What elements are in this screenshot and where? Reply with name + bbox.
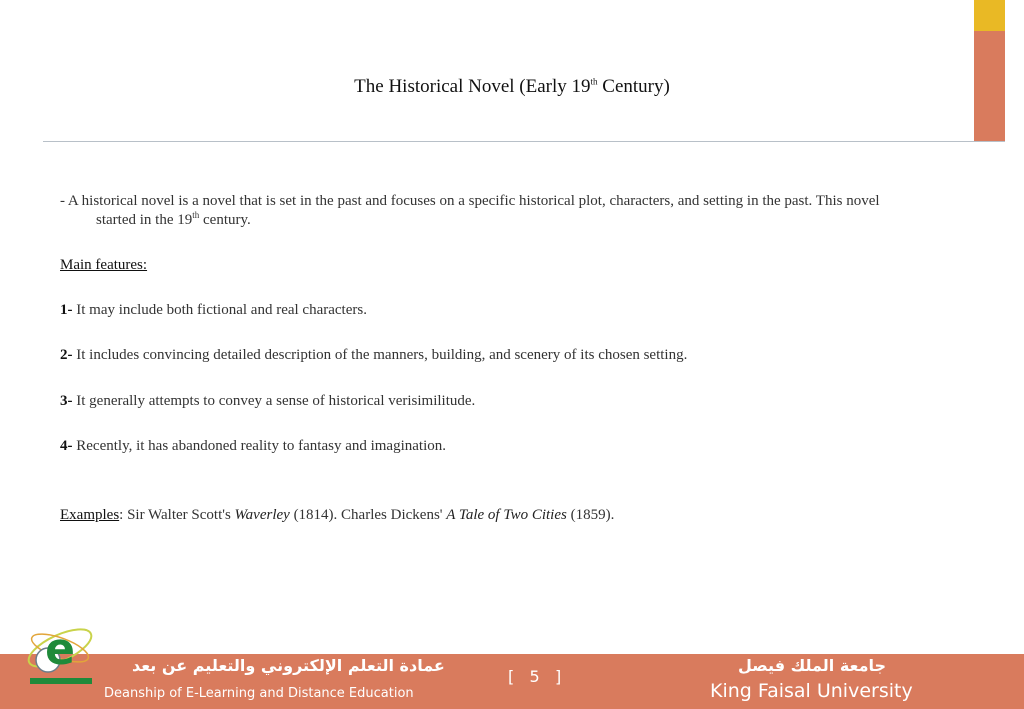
feature-text: It includes convincing detailed description of the manners, building, and scenery of its chosen setting.	[72, 347, 688, 363]
university-name-arabic: جامعة الملك فيصل	[738, 656, 887, 675]
intro-paragraph	[60, 192, 970, 230]
examples-text: : Sir Walter Scott's	[119, 507, 235, 523]
title-superscript: th	[590, 76, 598, 87]
accent-block-yellow	[974, 0, 1005, 31]
page-bracket-close: ]	[554, 667, 562, 686]
feature-item	[60, 347, 687, 364]
intro-superscript: th	[192, 210, 200, 220]
examples-line	[60, 507, 614, 524]
intro-line-2-start: started in the 19	[96, 212, 193, 228]
feature-item	[60, 302, 367, 319]
intro-line-1: - A historical novel is a novel that is set in the past and focuses on a specific historical plot, characters, and setting in the past. This novel	[60, 193, 880, 209]
examples-label: Examples	[60, 507, 120, 523]
examples-text: (1859).	[566, 507, 615, 523]
feature-number: 4-	[60, 438, 73, 454]
svg-text:e: e	[45, 624, 75, 675]
feature-item	[60, 393, 475, 410]
university-name-english: King Faisal University	[710, 680, 913, 702]
feature-text: It may include both fictional and real characters.	[72, 302, 367, 318]
feature-number: 3-	[60, 393, 73, 409]
page-bracket-open: [	[508, 667, 515, 686]
page-number-value: 5	[529, 667, 540, 686]
feature-text: Recently, it has abandoned reality to fantasy and imagination.	[72, 438, 446, 454]
main-features-heading: Main features:	[60, 257, 148, 273]
deanship-name-english: Deanship of E-Learning and Distance Education	[104, 686, 414, 701]
page-title	[0, 76, 1024, 98]
feature-text: It generally attempts to convey a sense of historical verisimilitude.	[72, 393, 476, 409]
intro-line-2-end: century.	[199, 212, 251, 228]
page-number	[508, 667, 561, 686]
feature-number: 2-	[60, 347, 73, 363]
header-divider	[43, 141, 1005, 142]
feature-number: 1-	[60, 302, 73, 318]
title-text: The Historical Novel (Early 19	[354, 76, 591, 97]
title-text-end: Century)	[597, 76, 670, 97]
examples-text: (1814). Charles Dickens'	[289, 507, 447, 523]
example-work-title: Waverley	[234, 507, 290, 523]
feature-item	[60, 438, 446, 455]
example-work-title: A Tale of Two Cities	[446, 507, 567, 523]
intro-line-2	[60, 211, 970, 230]
deanship-logo-icon	[22, 614, 98, 690]
deanship-name-arabic: عمادة التعلم الإلكتروني والتعليم عن بعد	[132, 656, 445, 675]
